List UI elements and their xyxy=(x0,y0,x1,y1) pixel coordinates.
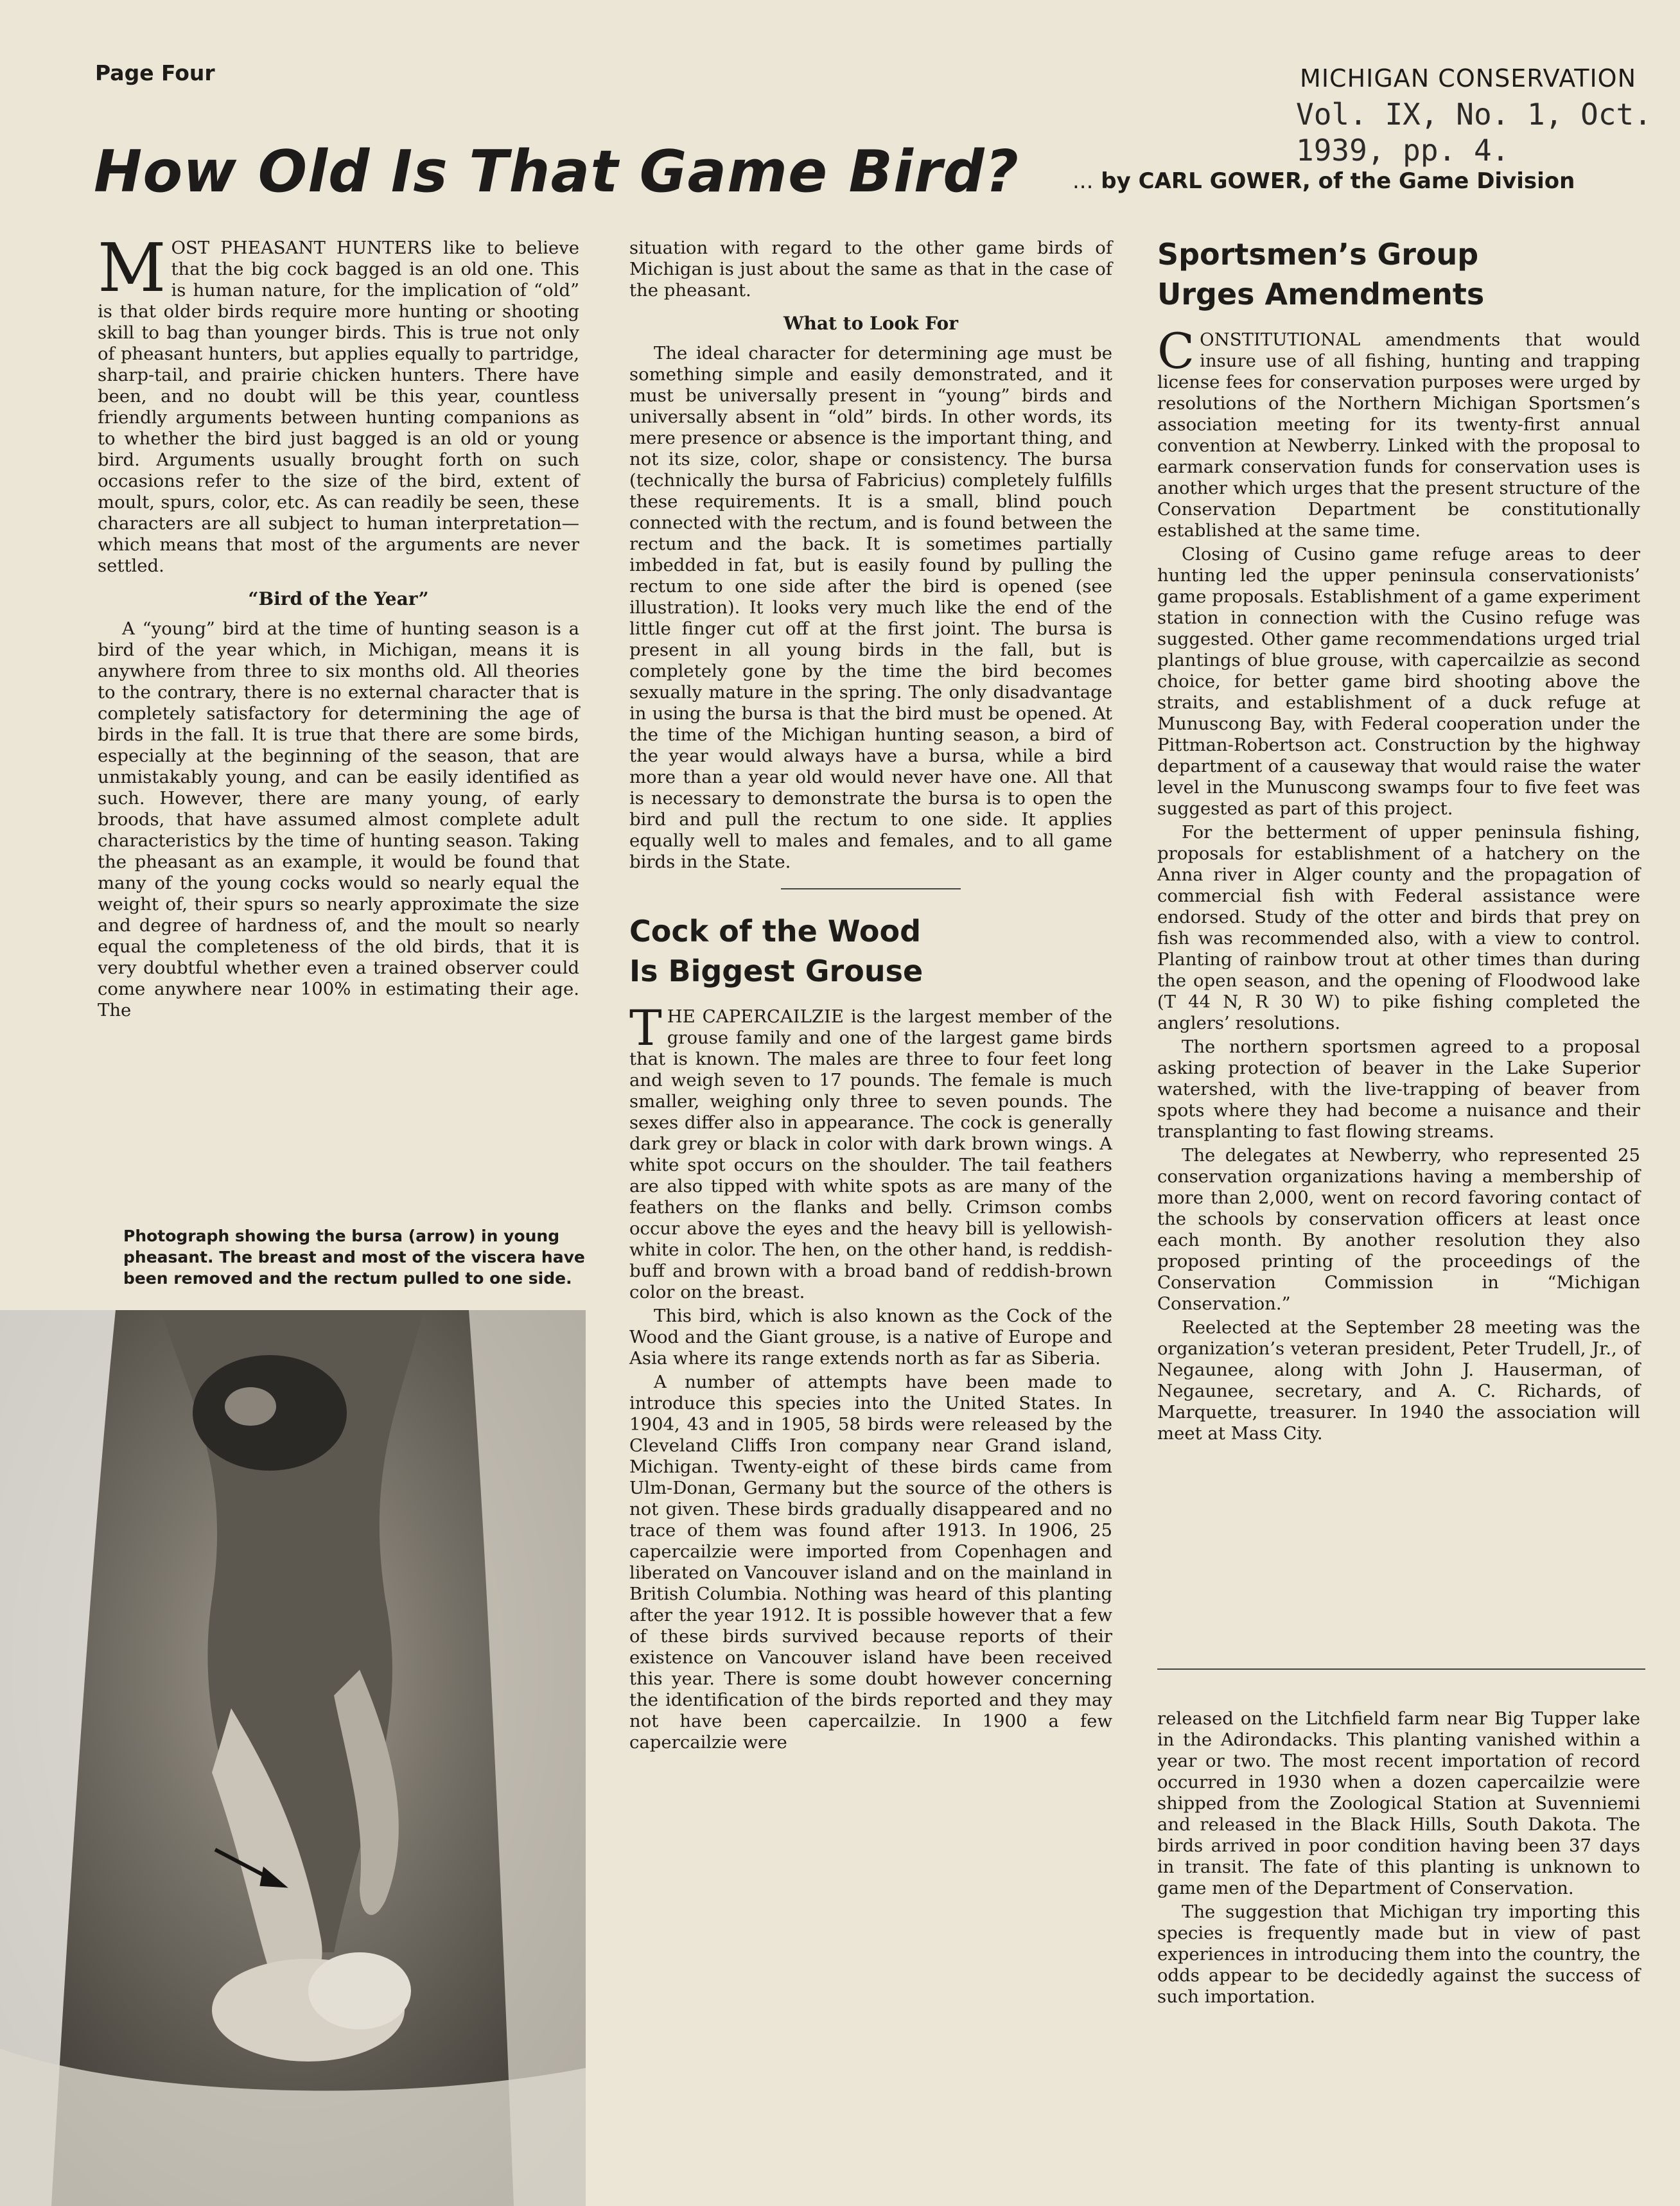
article2-paragraph-5: The suggestion that Michigan try importing this species is frequently made but in view of past experiences in introducing them into the country, the odds appear to be decidedly against the success of such importation. xyxy=(1157,1902,1640,2007)
article1-paragraph-3: situation with regard to the other game birds of Michigan is just about the same as that in the case of the pheasant. xyxy=(629,238,1112,301)
article3-title: Sportsmen’s Group Urges Amendments xyxy=(1157,237,1485,311)
article3-column xyxy=(1157,234,1640,1444)
headline: How Old Is That Game Bird? xyxy=(94,138,1019,206)
citation-line-1: Vol. IX, No. 1, Oct. xyxy=(1296,97,1652,132)
article3-paragraph-6: Reelected at the September 28 meeting was the organization’s veteran president, Peter Trudell, Jr., of Negaunee, along with John J. Hauserman, of Negaunee, secretary, and A. C. Richards, of Marquette, treasurer. In 1940 the association will meet at Mass City. xyxy=(1157,1317,1640,1444)
citation-line-2: 1939, pp. 4. xyxy=(1296,133,1510,168)
masthead: MICHIGAN CONSERVATION xyxy=(1300,64,1636,92)
article2-paragraph-1: THE CAPERCAILZIE is the largest member of the grouse family and one of the largest game birds that is known. The males are three to four feet long and weigh seven to 17 pounds. The female is much smaller, weighing only three to seven pounds. The sexes differ also in appearance. The cock is generally dark grey or black in color with dark brown wings. A white spot occurs on the shoulder. The tail feathers are also tipped with white spots as are many of the feathers on the flanks and belly. Crimson combs occur above the eyes and the heavy bill is yellowish-white in color. The hen, on the other hand, is reddish-buff and brown with a broad band of reddish-brown color on the breast. xyxy=(629,999,1112,1302)
bursa-photograph xyxy=(0,1310,586,2206)
byline-text: by CARL GOWER, of the Game Division xyxy=(1101,168,1575,194)
article3-paragraph-2: Closing of Cusino game refuge areas to deer hunting led the upper peninsula conservationists’ game proposals. Establishment of a game experiment station in connection with the Cusino refuge was suggested. Other game recommendations urged trial plantings of blue grouse, with capercailzie as second choice, for better game bird shooting above the straits, and establishment of a duck refuge at Munuscong Bay, with Federal cooperation under the Pittman-Robertson act. Construction by the highway department of a causeway that would raise the water level in the Munuscong swamps four to five feet was suggested as part of this project. xyxy=(1157,544,1640,819)
article1-column-1 xyxy=(98,229,579,1021)
drop-cap: C xyxy=(1157,322,1195,380)
drop-cap: T xyxy=(629,999,662,1056)
article3-paragraph-5: The delegates at Newberry, who represented 25 conservation organizations having a membership of more than 2,000, went on record favoring contact of the schools by conservation officers at least once each month. By another resolution they also proposed printing of the proceedings of the Conservation Commission in “Michigan Conservation.” xyxy=(1157,1145,1640,1314)
byline-dots: ... xyxy=(1072,168,1094,194)
article1-paragraph-4: The ideal character for determining age must be something simple and easily demonstrated, and it must be universally present in “young” birds and universally absent in “old” birds. In other words, its mere presence or absence is the important thing, and not its size, color, shape or consistency. The bursa (technically the bursa of Fabricius) completely fulfills these requirements. It is a small, blind pouch connected with the rectum, and is found between the rectum and the back. It is sometimes partially imbedded in fat, but is easily found by pulling the rectum to one side after the bird is opened (see illustration). It looks very much like the end of the little finger cut off at the first joint. The bursa is present in all young birds in the fall, but is completely gone by the time the bird becomes sexually mature in the spring. The only disadvantage in using the bursa is that the bird must be opened. At the time of the Michigan hunting season, a bird of the year would always have a bursa, while a bird more than a year old would never have one. All that is necessary to demonstrate the bursa is to open the bird and pull the rectum to one side. It applies equally well to males and females, and to all game birds in the State. xyxy=(629,343,1112,872)
subhead-what-to-look-for: What to Look For xyxy=(783,313,958,334)
article3-paragraph-3: For the betterment of upper peninsula fishing, proposals for establishment of a hatchery on the Anna river in Alger county and the propagation of commercial fish with Federal assistance were endorsed. Study of the otter and birds that prey on fish was recommended also, with a view to control. Planting of rainbow trout at other times than during the open season, and the opening of Floodwood lake (T 44 N, R 30 W) to pike fishing completed the anglers’ resolutions. xyxy=(1157,822,1640,1033)
article1-paragraph-1: MOST PHEASANT HUNTERS like to believe that the big cock bagged is an old one. This is human nature, for the implication of “old” is that older birds require more hunting or shooting skill to bag than younger birds. This is true not only of pheasant hunters, but applies equally to partridge, sharp-tail, and prairie chicken hunters. There have been, and no doubt will be this year, countless friendly arguments between hunting companions as to whether the bird just bagged is an old or young bird. Arguments usually brought forth on such occasions refer to the size of the bird, extent of moult, spurs, color, etc. As can readily be seen, these characters are all subject to human interpretation—which means that most of the arguments are never settled. xyxy=(98,229,579,576)
drop-cap: M xyxy=(98,229,166,307)
byline xyxy=(1072,168,1575,194)
subhead-bird-of-the-year: “Bird of the Year” xyxy=(248,588,429,609)
citation-stamp xyxy=(1296,96,1652,168)
article1-paragraph-2: A “young” bird at the time of hunting season is a bird of the year which, in Michigan, means it is anywhere from three to six months old. All theories to the contrary, there is no external character that is completely satisfactory for determining the age of birds in the fall. It is true that there are some birds, especially at the beginning of the season, that are unmistakably young, and can be easily identified as such. However, there are many young, of early broods, that have assumed almost complete adult characteristics by the time of hunting season. Taking the pheasant as an example, it would be found that many of the young cocks would so nearly equal the weight of, their spurs so nearly approximate the size and degree of hardness of, and the moult so nearly equal the completeness of the old birds, that it is very doubtful whether even a trained observer could come anywhere near 100% in estimating their age. The xyxy=(98,618,579,1020)
article2-title: Cock of the Wood Is Biggest Grouse xyxy=(629,914,923,988)
article3-paragraph-1: CONSTITUTIONAL amendments that would insure use of all fishing, hunting and trapping license fees for conservation purposes were urged by resolutions of the Northern Michigan Sportsmen’s association meeting for its twenty-first annual convention at Newberry. Linked with the proposal to earmark conservation funds for conservation uses is another which urges that the present structure of the Conservation Department be constitutionally established at the same time. xyxy=(1157,322,1640,541)
article2-continuation xyxy=(1157,1708,1640,2008)
page-label: Page Four xyxy=(95,60,215,85)
photo-caption: Photograph showing the bursa (arrow) in young pheasant. The breast and most of the viscera have been removed and the rectum pulled to one side. xyxy=(123,1227,585,1288)
article2-paragraph-2: This bird, which is also known as the Cock of the Wood and the Giant grouse, is a native of Europe and Asia where its range extends north as far as Siberia. xyxy=(629,1306,1112,1369)
article1-column-2 xyxy=(629,238,1112,1753)
article2-paragraph-4: released on the Litchfield farm near Big Tupper lake in the Adirondacks. This planting vanished within a year or two. The most recent importation of record occurred in 1930 when a dozen capercailzie were shipped from the Zoological Station at Suvenniemi and released in the Black Hills, South Dakota. The birds arrived in poor condition having been 37 days in transit. The fate of this planting is unknown to game men of the Department of Conservation. xyxy=(1157,1708,1640,1898)
article3-paragraph-4: The northern sportsmen agreed to a proposal asking protection of beaver in the Lake Superior watershed, with the live-trapping of beaver from spots where they had become a nuisance and their transplanting to fast flowing streams. xyxy=(1157,1037,1640,1142)
box-divider xyxy=(1157,1668,1645,1670)
section-divider xyxy=(781,888,961,889)
article2-paragraph-3: A number of attempts have been made to introduce this species into the United States. In 1904, 43 and in 1905, 58 birds were released by the Cleveland Cliffs Iron company near Grand island, Michigan. Twenty-eight of these birds came from Ulm-Donan, Germany but the source of the others is not given. These birds gradually disappeared and no trace of them was found after 1913. In 1906, 25 capercailzie were imported from Copenhagen and liberated on Vancouver island and on the mainland in British Columbia. Nothing was heard of this planting after the year 1912. It is possible however that a few of these birds survived because reports of their existence on Vancouver island have been received this year. There is some doubt however concerning the identification of the birds reported and they may not have been capercailzie. In 1900 a few capercailzie were xyxy=(629,1372,1112,1753)
